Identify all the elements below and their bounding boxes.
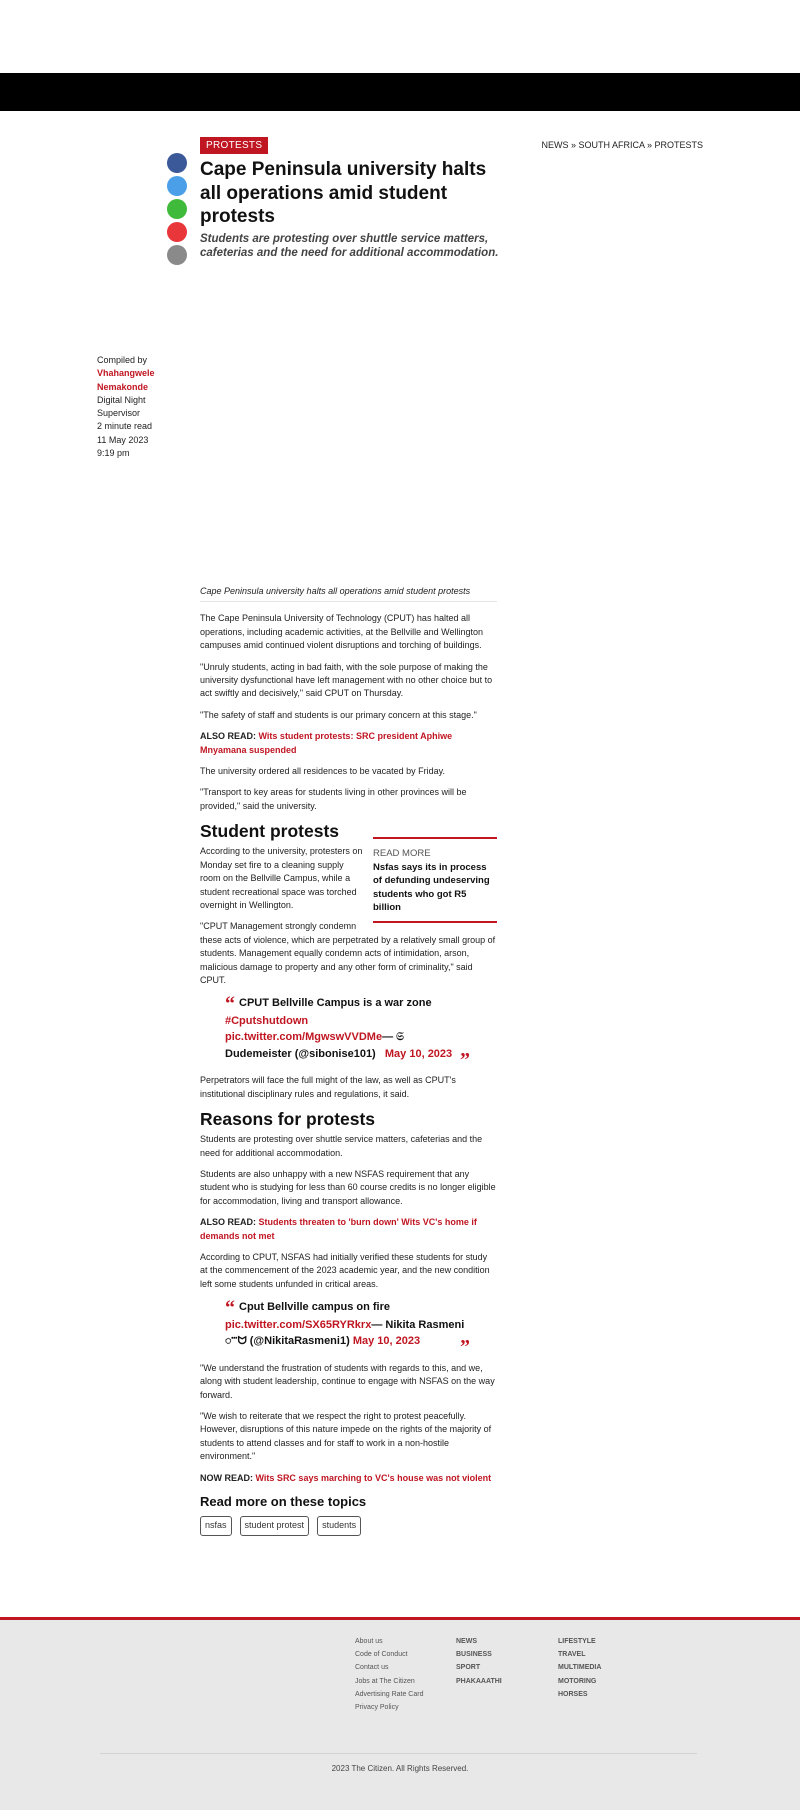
footer-link[interactable]: MOTORING xyxy=(558,1677,597,1685)
tweet-media-link[interactable]: pic.twitter.com/SX65RYRkrx xyxy=(225,1318,372,1331)
paragraph: "We wish to reiterate that we respect the right to protest peacefully. However, disruptions of this nature impede on the rights of the majority of students to attend classes and for staff to work in a non-hostile environment." xyxy=(200,1410,492,1462)
paragraph: "Unruly students, acting in bad faith, with the sole purpose of making the university dysfunctional have left management with no other choice but to act swiftly and decisively," said CPUT on Thursday. xyxy=(200,661,493,699)
footer xyxy=(0,1617,800,1810)
now-read xyxy=(200,1472,497,1485)
publish-time: 9:19 pm xyxy=(97,448,130,459)
now-read-label: NOW READ: xyxy=(200,1472,253,1483)
read-more-title[interactable]: Nsfas says its in process of defunding undeserving students who got R5 billion xyxy=(373,861,490,914)
tweet-media-link[interactable]: pic.twitter.com/MgwswVVDMe xyxy=(225,1031,383,1044)
article-subhead: Students are protesting over shuttle service matters, cafeterias and the need for additional accommodation. xyxy=(200,233,499,259)
footer-link[interactable]: SPORT xyxy=(456,1664,481,1672)
footer-divider xyxy=(100,1753,697,1754)
tweet-text: Cput Bellville campus on fire xyxy=(239,1301,390,1314)
paragraph: Students are protesting over shuttle service matters, cafeterias and the need for additional accommodation. xyxy=(200,1134,483,1158)
paragraph: "The safety of staff and students is our primary concern at this stage." xyxy=(200,709,477,720)
email-share-icon[interactable] xyxy=(167,222,187,242)
topic-tags xyxy=(200,1516,497,1535)
footer-link[interactable]: BUSINESS xyxy=(456,1651,492,1659)
embedded-tweet xyxy=(225,993,470,1071)
breadcrumb[interactable]: NEWS » SOUTH AFRICA » PROTESTS xyxy=(541,140,703,150)
tweet-date[interactable]: May 10, 2023 xyxy=(352,1335,421,1348)
byline-compiled-by: Compiled by xyxy=(97,355,148,365)
paragraph: Students are also unhappy with a new NSFAS requirement that any student who is studying for less than 60 course credits is no longer eligible for accommodation, living and transport allowance. xyxy=(200,1168,496,1206)
whatsapp-share-icon[interactable] xyxy=(167,199,187,219)
footer-link[interactable]: About us xyxy=(355,1638,383,1645)
image-caption: Cape Peninsula university halts all operations amid student protests xyxy=(200,585,497,602)
topics-heading: Read more on these topics xyxy=(200,1493,367,1509)
also-read-link[interactable]: Students threaten to 'burn down' Wits VC's home if demands not met xyxy=(200,1217,477,1241)
footer-link[interactable]: PHAKAAATHI xyxy=(456,1677,502,1685)
also-read xyxy=(200,1216,497,1243)
section-heading: Student protests xyxy=(200,821,340,842)
also-read xyxy=(200,730,497,757)
footer-link[interactable]: Advertising Rate Card xyxy=(355,1690,424,1698)
paragraph: The university ordered all residences to be vacated by Friday. xyxy=(200,766,445,777)
now-read-link[interactable]: Wits SRC says marching to VC's house was not violent xyxy=(255,1472,492,1483)
read-more-box[interactable] xyxy=(373,837,497,922)
footer-link[interactable]: Contact us xyxy=(355,1664,389,1672)
footer-link[interactable]: LIFESTYLE xyxy=(558,1638,596,1645)
section-heading: Reasons for protests xyxy=(200,1109,376,1130)
tweet-hashtag[interactable]: #Cputshutdown xyxy=(225,1014,309,1027)
footer-link[interactable]: MULTIMEDIA xyxy=(558,1664,602,1672)
footer-link[interactable]: HORSES xyxy=(558,1690,588,1698)
tweet-date[interactable]: May 10, 2023 xyxy=(384,1047,453,1060)
paragraph: The Cape Peninsula University of Technology (CPUT) has halted all operations, including academic activities, at the Bellville and Wellington campuses amid continued violent disruptions and torching of buildings. xyxy=(200,613,483,651)
tweet-author: — 𝔖 Dudemeister (@sibonise101) xyxy=(225,1031,404,1060)
author-link[interactable]: Vhahangwele Nemakonde xyxy=(97,368,155,392)
paragraph: "Transport to key areas for students living in other provinces will be provided," said the university. xyxy=(200,787,467,811)
topic-tag[interactable]: student protest xyxy=(240,1516,310,1535)
tweet-text: CPUT Bellville Campus is a war zone xyxy=(239,997,432,1010)
topic-tag[interactable]: students xyxy=(317,1516,361,1535)
paragraph: "We understand the frustration of students with regards to this, and we, along with student leadership, continue to engage with NSFAS on the way forward. xyxy=(200,1362,495,1400)
copyright: 2023 The Citizen. All Rights Reserved. xyxy=(331,1764,469,1773)
footer-links-lifestyle xyxy=(558,1635,601,1701)
author-role: Digital Night Supervisor xyxy=(97,394,146,419)
paragraph: According to CPUT, NSFAS had initially verified these students for study at the commencement of the 2023 academic year, and the new condition left some students unfunded in critical areas. xyxy=(200,1252,490,1289)
share-buttons xyxy=(167,153,187,268)
read-time: 2 minute read xyxy=(97,421,153,432)
section-tag[interactable]: PROTESTS xyxy=(200,137,268,154)
also-read-label: ALSO READ: xyxy=(200,731,256,742)
footer-links-sections xyxy=(456,1635,502,1688)
copy-link-icon[interactable] xyxy=(167,245,187,265)
facebook-share-icon[interactable] xyxy=(167,153,187,173)
quote-open-icon: “ xyxy=(225,1297,235,1320)
article-title: Cape Peninsula university halts all operations amid student protests xyxy=(200,159,487,227)
footer-links-company xyxy=(355,1635,423,1714)
footer-link[interactable]: Code of Conduct xyxy=(355,1651,408,1659)
paragraph: Perpetrators will face the full might of the law, as well as CPUT's institutional disciplinary rules and regulations, it said. xyxy=(200,1075,456,1099)
embedded-tweet xyxy=(225,1297,470,1359)
footer-link[interactable]: Privacy Policy xyxy=(355,1704,399,1712)
article-body xyxy=(200,585,497,1536)
top-navigation-bar xyxy=(0,73,800,111)
also-read-link[interactable]: Wits student protests: SRC president Aphiwe Mnyamana suspended xyxy=(200,731,453,755)
tweet-author: — Nikita Rasmeni 𑀀𑀀𑀀ᗢ (@NikitaRasmeni1) xyxy=(225,1318,465,1348)
quote-open-icon: “ xyxy=(225,993,235,1016)
footer-link[interactable]: TRAVEL xyxy=(558,1651,586,1659)
read-more-label: READ MORE xyxy=(373,848,431,860)
publish-date: 11 May 2023 xyxy=(97,434,149,445)
paragraph: According to the university, protesters on Monday set fire to a cleaning supply room on the Bellville Campus, while a student recreational space was torched overnight in Wellington. xyxy=(200,846,363,910)
footer-link[interactable]: NEWS xyxy=(456,1638,477,1645)
topic-tag[interactable]: nsfas xyxy=(200,1516,232,1535)
footer-link[interactable]: Jobs at The Citizen xyxy=(355,1677,415,1685)
paragraph: "CPUT Management strongly condemn these acts of violence, which are perpetrated by a relatively small group of students. Management equally condemn acts of intimidation, arson, malicious damage to property and any other form of criminality," said CPUT. xyxy=(200,921,496,985)
quote-close-icon: ” xyxy=(460,1048,470,1071)
also-read-label: ALSO READ: xyxy=(200,1217,256,1228)
quote-close-icon: ” xyxy=(460,1336,470,1359)
twitter-share-icon[interactable] xyxy=(167,176,187,196)
byline xyxy=(97,354,167,460)
